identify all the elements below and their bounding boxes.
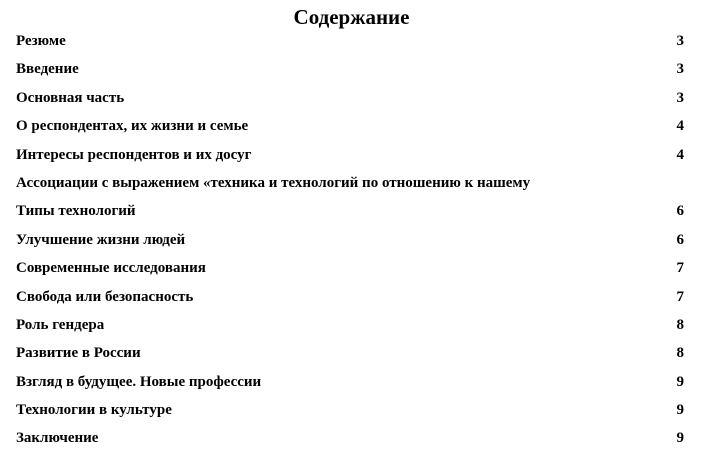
toc-entry-label: О респондентах, их жизни и семье	[16, 118, 249, 135]
table-of-contents	[16, 30, 684, 456]
toc-entry-freedom-security[interactable]	[16, 286, 684, 314]
toc-entry-associations[interactable]	[16, 172, 684, 200]
toc-entry-page-number: 6	[676, 231, 684, 248]
toc-entry-label: Взгляд в будущее. Новые профессии	[16, 373, 262, 390]
toc-entry-page-number: 4	[676, 146, 684, 163]
toc-entry-respondents[interactable]	[16, 115, 684, 143]
toc-entry-page-number: 7	[676, 260, 684, 277]
page-title: Содержание	[293, 5, 410, 29]
toc-entry-label: Резюме	[16, 33, 66, 49]
toc-entry-page-number: 9	[676, 402, 684, 419]
toc-entry-label: Заключение	[16, 430, 99, 447]
toc-entry-introduction[interactable]	[16, 58, 684, 86]
toc-entry-label: Основная часть	[16, 89, 125, 106]
toc-entry-page-number: 9	[676, 373, 684, 390]
toc-entry-page-number: 3	[676, 33, 684, 49]
toc-entry-label: Типы технологий	[16, 203, 136, 220]
toc-entry-page-number: 8	[676, 345, 684, 362]
toc-entry-russia-development[interactable]	[16, 342, 684, 370]
toc-entry-page-number: 3	[676, 89, 684, 106]
toc-entry-page-number: 6	[676, 203, 684, 220]
toc-entry-conclusion[interactable]	[16, 427, 684, 455]
toc-entry-label: Свобода или безопасность	[16, 288, 194, 305]
toc-entry-page-number: 3	[676, 61, 684, 78]
toc-entry-page-number: 9	[676, 430, 684, 447]
toc-entry-page-number: 8	[676, 316, 684, 333]
toc-entry-resume[interactable]	[16, 30, 684, 58]
toc-entry-interests[interactable]	[16, 144, 684, 172]
toc-entry-label: Интересы респондентов и их досуг	[16, 146, 252, 163]
toc-entry-label: Улучшение жизни людей	[16, 231, 186, 248]
toc-entry-page-number: 4	[676, 118, 684, 135]
toc-entry-future-professions[interactable]	[16, 371, 684, 399]
toc-entry-label: Технологии в культуре	[16, 402, 172, 419]
toc-entry-label: Роль гендера	[16, 316, 105, 333]
toc-entry-page-number: 7	[676, 288, 684, 305]
toc-entry-life-improvement[interactable]	[16, 229, 684, 257]
toc-entry-label: Современные исследования	[16, 260, 206, 277]
toc-entry-technology-types[interactable]	[16, 200, 684, 228]
toc-entry-main-part[interactable]	[16, 87, 684, 115]
toc-entry-modern-research[interactable]	[16, 257, 684, 285]
toc-entry-label: Развитие в России	[16, 345, 141, 362]
toc-entry-label: Ассоциации с выражением «техника и технологий по отношению к нашему	[16, 174, 531, 191]
toc-entry-gender-role[interactable]	[16, 314, 684, 342]
toc-entry-technology-culture[interactable]	[16, 399, 684, 427]
toc-entry-label: Введение	[16, 61, 79, 78]
